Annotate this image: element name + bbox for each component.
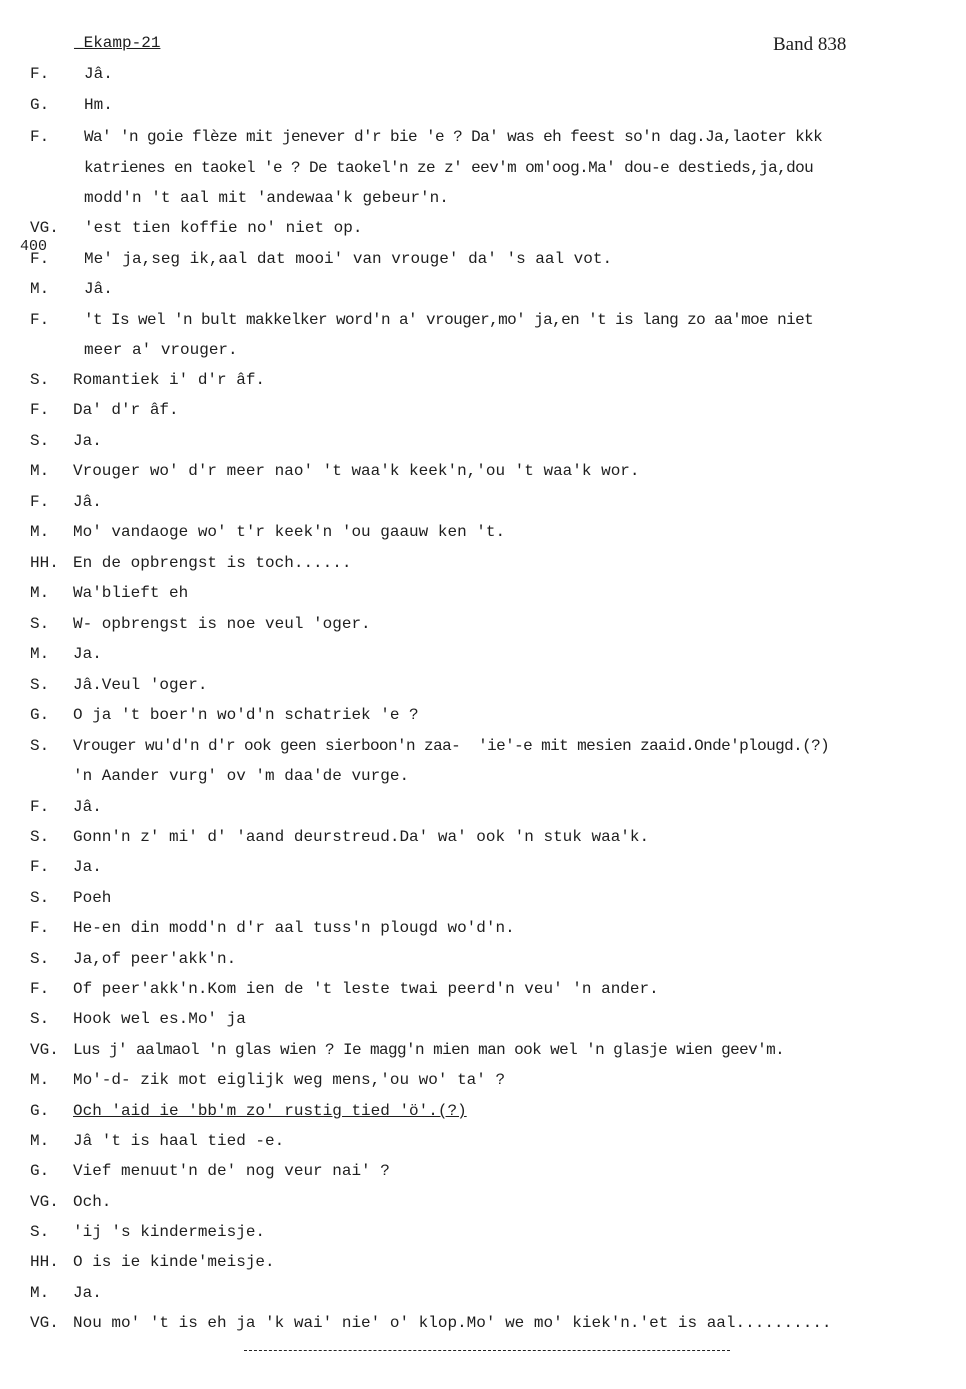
margin-counter: 400 <box>20 238 48 255</box>
speaker-label: F. <box>30 311 50 329</box>
utterance-text: Jâ. <box>73 798 102 816</box>
utterance-text: O ja 't boer'n wo'd'n schatriek 'e ? <box>73 706 419 724</box>
speaker-label: G. <box>30 1162 50 1180</box>
utterance-text: Jâ 't is haal tied -e. <box>73 1132 285 1150</box>
utterance-text: Jâ. <box>84 65 113 83</box>
speaker-label: M. <box>30 1132 50 1150</box>
speaker-label: M. <box>30 1071 50 1089</box>
utterance-text: Jâ. <box>84 280 113 298</box>
utterance-text: Och. <box>73 1193 112 1211</box>
speaker-label: S. <box>30 676 50 694</box>
utterance-text: W- opbrengst is noe veul 'oger. <box>73 615 371 633</box>
speaker-label: M. <box>30 462 50 480</box>
speaker-label: G. <box>30 706 50 724</box>
utterance-text: Vrouger wo' d'r meer nao' 't waa'k keek'n,'ou 't waa'k wor. <box>73 462 640 480</box>
utterance-text: Wa' 'n goie flèze mit jenever d'r bie 'e ? Da' was eh feest so'n dag.Ja,laoter kkk <box>84 128 823 146</box>
utterance-text: Vrouger wu'd'n d'r ook geen sierboon'n zaa- 'ie'-e mit mesien zaaid.Onde'plougd.(?) <box>73 737 830 755</box>
speaker-label: F. <box>30 798 50 816</box>
utterance-text: Lus j' aalmaol 'n glas wien ? Ie magg'n mien man ook wel 'n glasje wien geev'm. <box>73 1041 785 1059</box>
speaker-label: F. <box>30 858 50 876</box>
utterance-text: En de opbrengst is toch...... <box>73 554 352 572</box>
speaker-label: VG. <box>30 219 59 237</box>
speaker-label: G. <box>30 96 50 114</box>
utterance-text: Vief menuut'n de' nog veur nai' ? <box>73 1162 390 1180</box>
speaker-label: F. <box>30 919 50 937</box>
utterance-text: Gonn'n z' mi' d' 'aand deurstreud.Da' wa' ook 'n stuk waa'k. <box>73 828 650 846</box>
speaker-label: HH. <box>30 554 59 572</box>
utterance-text: Hm. <box>84 96 113 114</box>
speaker-label: S. <box>30 737 50 755</box>
utterance-text: 'n Aander vurg' ov 'm daa'de vurge. <box>73 767 410 785</box>
utterance-text: Och 'aid ie 'bb'm zo' rustig tied 'ö'.(?) <box>73 1102 467 1120</box>
utterance-text: Jâ. <box>73 493 102 511</box>
speaker-label: S. <box>30 950 50 968</box>
speaker-label: S. <box>30 1010 50 1028</box>
utterance-text: Hook wel es.Mo' ja <box>73 1010 246 1028</box>
utterance-text: He-en din modd'n d'r aal tuss'n plougd wo'd'n. <box>73 919 515 937</box>
speaker-label: M. <box>30 645 50 663</box>
band-number: Band 838 <box>773 34 847 55</box>
speaker-label: S. <box>30 1223 50 1241</box>
utterance-text: Romantiek i' d'r âf. <box>73 371 266 389</box>
utterance-text: Ja. <box>73 645 102 663</box>
utterance-text: Me' ja,seg ik,aal dat mooi' van vrouge' da' 's aal vot. <box>84 250 613 268</box>
speaker-label: HH. <box>30 1253 59 1271</box>
utterance-text: 'ij 's kindermeisje. <box>73 1223 266 1241</box>
speaker-label: M. <box>30 1284 50 1302</box>
speaker-label: S. <box>30 889 50 907</box>
speaker-label: S. <box>30 828 50 846</box>
speaker-label: F. <box>30 980 50 998</box>
utterance-text: Ja. <box>73 432 102 450</box>
utterance-text: Wa'blieft eh <box>73 584 189 602</box>
speaker-label: F. <box>30 128 50 146</box>
speaker-label: VG. <box>30 1193 59 1211</box>
utterance-text: Da' d'r âf. <box>73 401 179 419</box>
speaker-label: VG. <box>30 1314 59 1332</box>
speaker-label: S. <box>30 432 50 450</box>
speaker-label: G. <box>30 1102 50 1120</box>
utterance-text: O is ie kinde'meisje. <box>73 1253 275 1271</box>
utterance-text: Mo' vandaoge wo' t'r keek'n 'ou gaauw ken 't. <box>73 523 506 541</box>
utterance-text: Poeh <box>73 889 112 907</box>
speaker-label: F. <box>30 401 50 419</box>
end-rule <box>244 1350 730 1351</box>
speaker-label: S. <box>30 371 50 389</box>
document-id: _Ekamp-21 <box>74 34 161 52</box>
utterance-text: katrienes en taokel 'e ? De taokel'n ze z' eev'm om'oog.Ma' dou-e destieds,ja,dou <box>84 159 814 177</box>
utterance-text: Jâ.Veul 'oger. <box>73 676 208 694</box>
speaker-label: F. <box>30 493 50 511</box>
utterance-text: Ja. <box>73 858 102 876</box>
speaker-label: S. <box>30 615 50 633</box>
speaker-label: F. <box>30 250 50 268</box>
utterance-text: Ja,of peer'akk'n. <box>73 950 237 968</box>
utterance-text: Ja. <box>73 1284 102 1302</box>
utterance-text: Nou mo' 't is eh ja 'k wai' nie' o' klop.Mo' we mo' kiek'n.'et is aal.......... <box>73 1314 832 1332</box>
utterance-text: Of peer'akk'n.Kom ien de 't leste twai peerd'n veu' 'n ander. <box>73 980 659 998</box>
speaker-label: F. <box>30 65 50 83</box>
speaker-label: M. <box>30 280 50 298</box>
utterance-text: 'est tien koffie no' niet op. <box>84 219 363 237</box>
utterance-text: Mo'-d- zik mot eiglijk weg mens,'ou wo' ta' ? <box>73 1071 506 1089</box>
utterance-text: meer a' vrouger. <box>84 341 238 359</box>
utterance-text: 't Is wel 'n bult makkelker word'n a' vrouger,mo' ja,en 't is lang zo aa'moe niet <box>84 311 814 329</box>
speaker-label: VG. <box>30 1041 59 1059</box>
speaker-label: M. <box>30 584 50 602</box>
utterance-text: modd'n 't aal mit 'andewaa'k gebeur'n. <box>84 189 449 207</box>
speaker-label: M. <box>30 523 50 541</box>
